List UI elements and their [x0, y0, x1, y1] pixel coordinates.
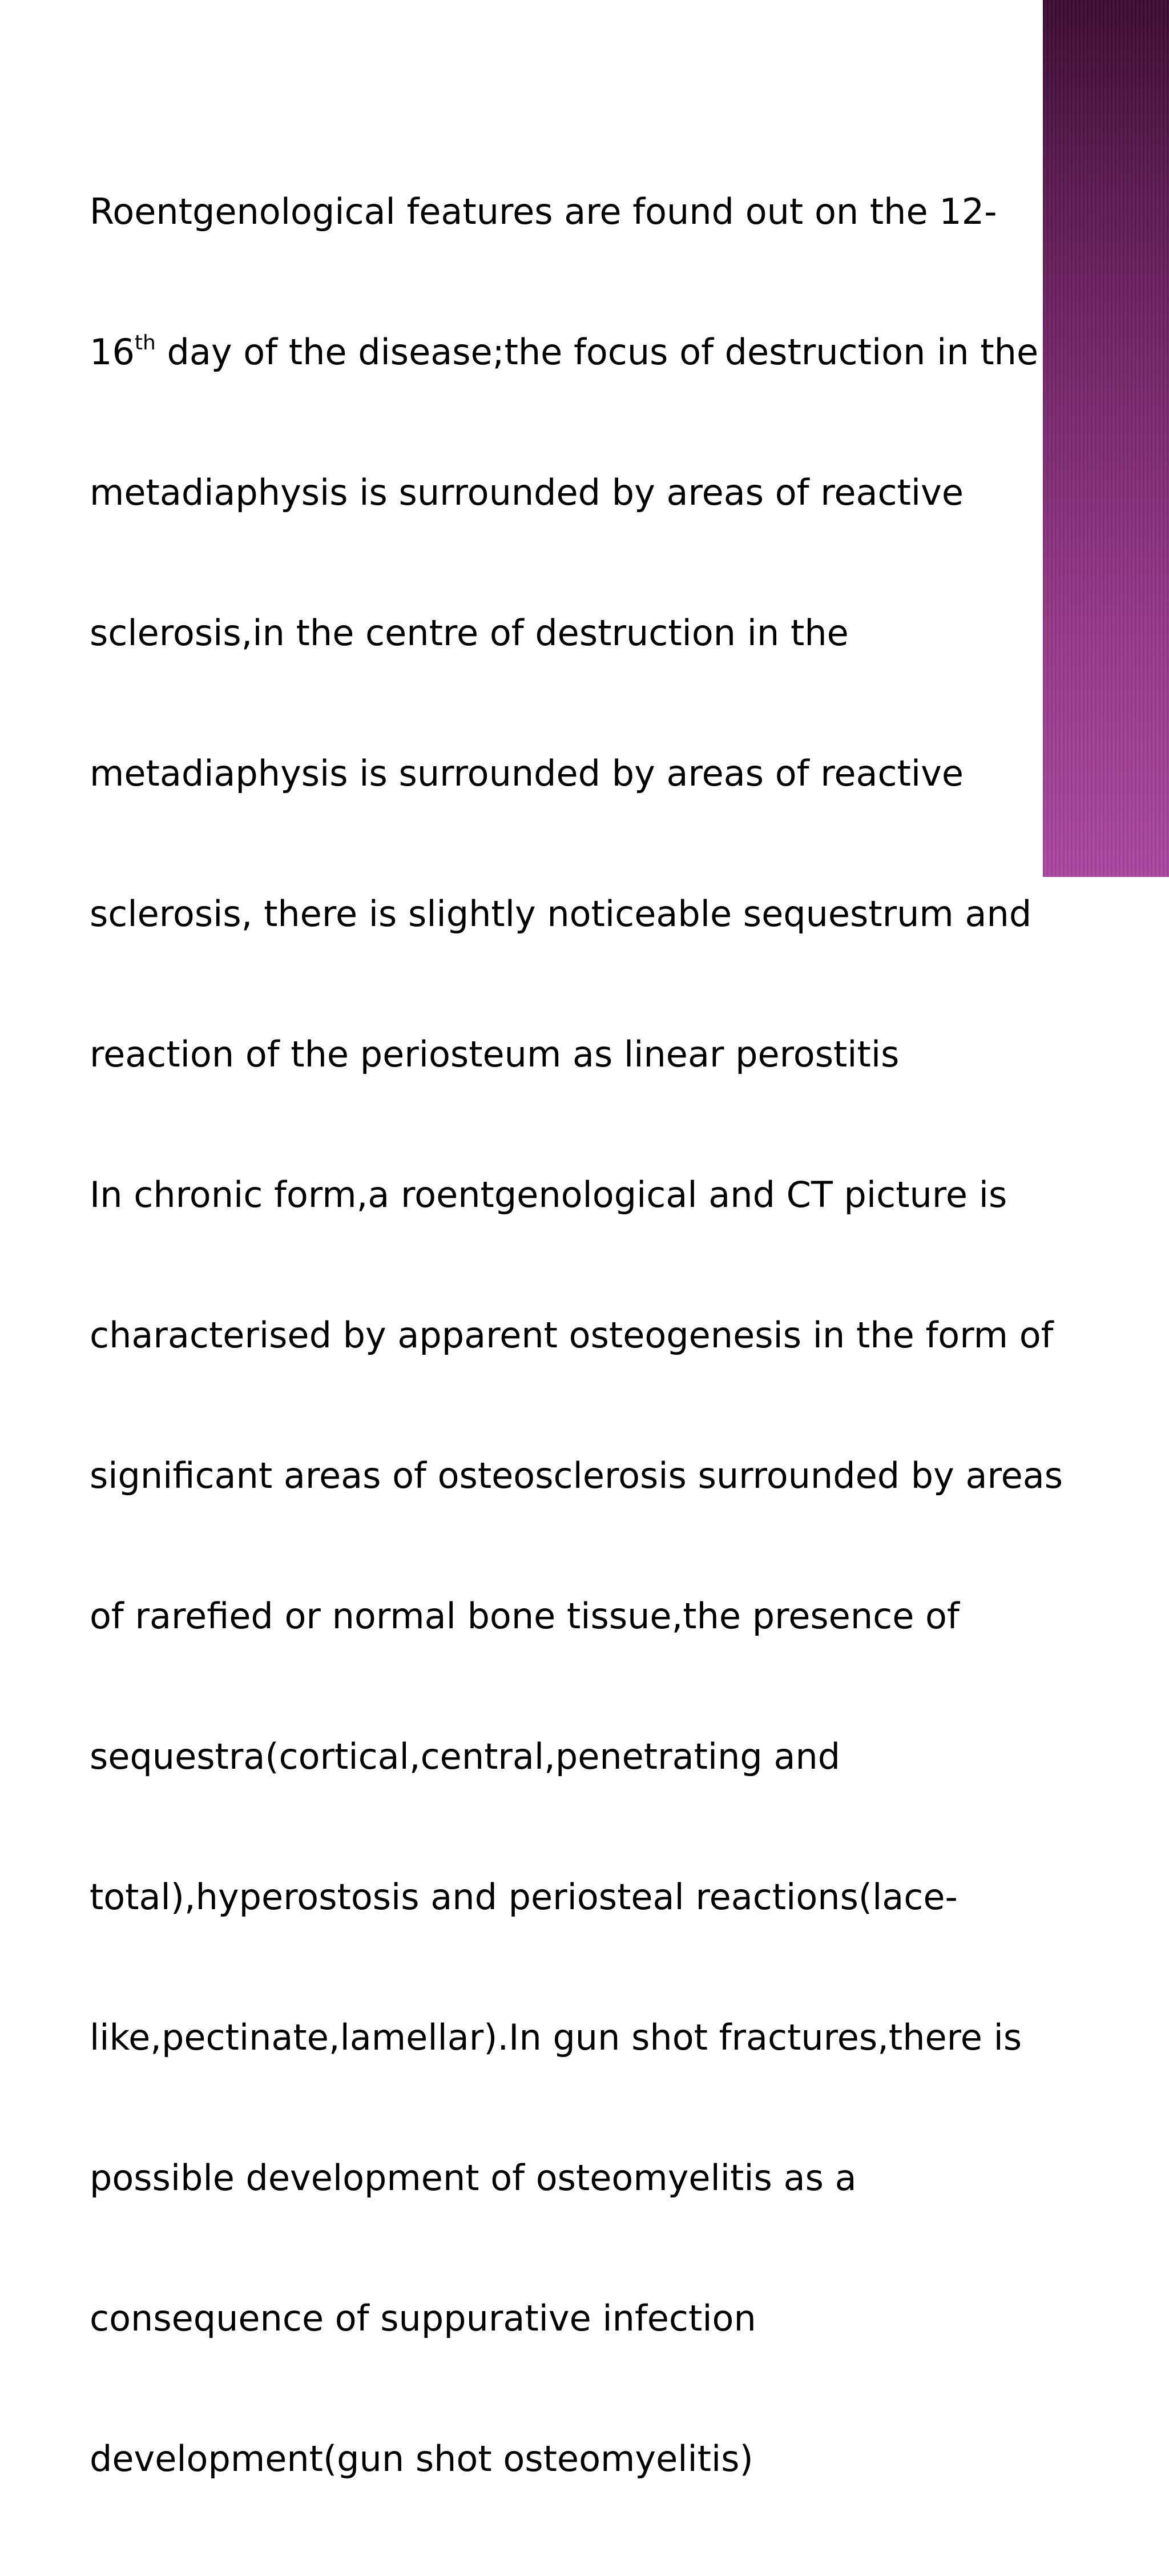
text-fragment: 16: [90, 331, 135, 373]
text-line: Roentgenological features are found out on the 12-: [90, 191, 997, 232]
text-line: development(gun shot osteomyelitis): [90, 2438, 753, 2480]
text-line: possible development of osteomyelitis as a: [90, 2157, 857, 2199]
slide-body-text: [90, 95, 1063, 2576]
decorative-side-bar: [1043, 0, 1169, 877]
text-line: sclerosis,in the centre of destruction in the: [90, 612, 849, 654]
text-line: like,pectinate,lamellar).In gun shot fractures,there is: [90, 2016, 1022, 2058]
text-line: reaction of the periosteum as linear perostitis: [90, 1033, 900, 1075]
text-fragment: day of the disease;the focus of destruction in the: [155, 331, 1039, 373]
text-line: significant areas of osteosclerosis surrounded by areas: [90, 1455, 1063, 1496]
text-line: of rarefied or normal bone tissue,the presence of: [90, 1595, 960, 1637]
text-line: [90, 329, 1043, 376]
text-line: consequence of suppurative infection: [90, 2297, 756, 2339]
text-line: metadiaphysis is surrounded by areas of reactive: [90, 752, 964, 794]
text-line: sequestra(cortical,central,penetrating and: [90, 1736, 841, 1777]
text-line: metadiaphysis is surrounded by areas of reactive: [90, 472, 964, 513]
text-line: total),hyperostosis and periosteal reactions(lace-: [90, 1876, 958, 1918]
text-line: In chronic form,a roentgenological and CT picture is: [90, 1174, 1007, 1215]
text-line: sclerosis, there is slightly noticeable sequestrum and: [90, 893, 1032, 935]
ordinal-superscript: th: [134, 331, 156, 355]
text-line: characterised by apparent osteogenesis in the form of: [90, 1314, 1054, 1356]
